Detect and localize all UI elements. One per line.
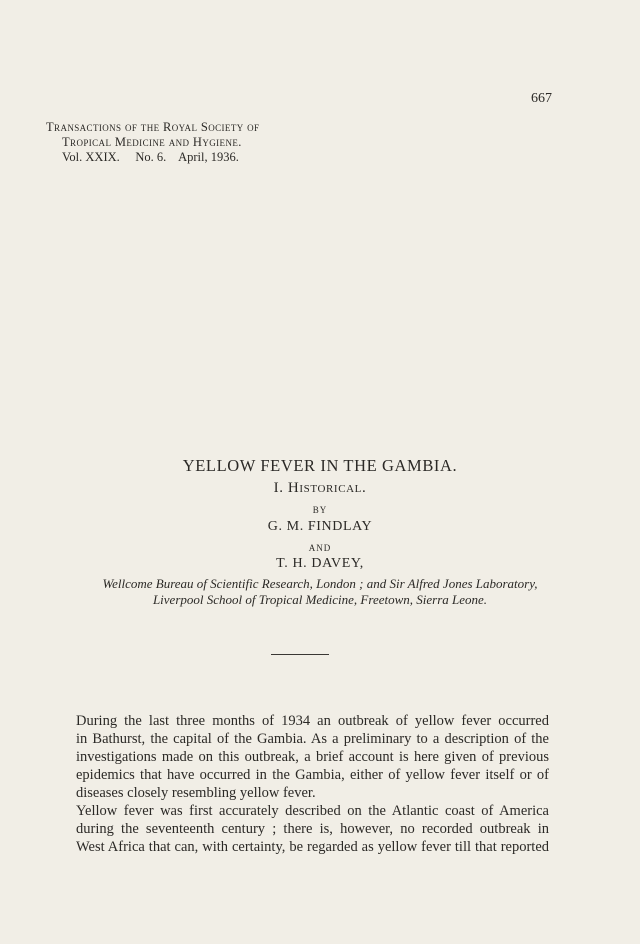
body-line: epidemics that have occurred in the Gambia, either of yellow fever itself or of bbox=[76, 767, 549, 783]
page-number: 667 bbox=[531, 91, 552, 106]
body-line: in Bathurst, the capital of the Gambia. As a preliminary to a description of the bbox=[76, 731, 549, 747]
body-line: Yellow fever was first accurately described on the Atlantic coast of America bbox=[76, 803, 549, 819]
body-line: investigations made on this outbreak, a brief account is here given of previous bbox=[76, 749, 549, 765]
body-line: West Africa that can, with certainty, be regarded as yellow fever till that reported bbox=[76, 839, 549, 855]
article-body bbox=[47, 712, 549, 856]
body-line: during the seventeenth century ; there is, however, no recorded outbreak in bbox=[76, 821, 549, 837]
journal-volume: Vol. XXIX. bbox=[62, 150, 120, 164]
journal-issue: No. 6. bbox=[135, 150, 167, 164]
journal-issue-line bbox=[46, 150, 259, 165]
journal-citation bbox=[46, 120, 259, 165]
by-label: BY bbox=[312, 505, 328, 515]
body-line: diseases closely resembling yellow fever. bbox=[76, 785, 316, 801]
paragraph-1 bbox=[47, 712, 549, 802]
body-line: During the last three months of 1934 an outbreak of yellow fever occurred bbox=[76, 713, 549, 729]
author-affiliation bbox=[0, 576, 640, 608]
article-part-title: I. Historical. bbox=[273, 480, 367, 496]
and-label: AND bbox=[308, 543, 332, 553]
affiliation-line-1: Wellcome Bureau of Scientific Research, London ; and Sir Alfred Jones Laboratory, bbox=[102, 576, 538, 591]
journal-name-line2: Tropical Medicine and Hygiene. bbox=[62, 135, 242, 149]
paragraph-2 bbox=[47, 802, 549, 856]
section-divider bbox=[271, 654, 329, 655]
journal-date: April, 1936. bbox=[178, 150, 239, 164]
affiliation-line-2: Liverpool School of Tropical Medicine, Freetown, Sierra Leone. bbox=[152, 592, 488, 607]
author-1: G. M. FINDLAY bbox=[267, 519, 373, 534]
journal-name-line1: Transactions of the Royal Society of bbox=[46, 120, 260, 134]
author-2: T. H. DAVEY, bbox=[276, 556, 364, 571]
article-title: YELLOW FEVER IN THE GAMBIA. bbox=[182, 456, 458, 475]
